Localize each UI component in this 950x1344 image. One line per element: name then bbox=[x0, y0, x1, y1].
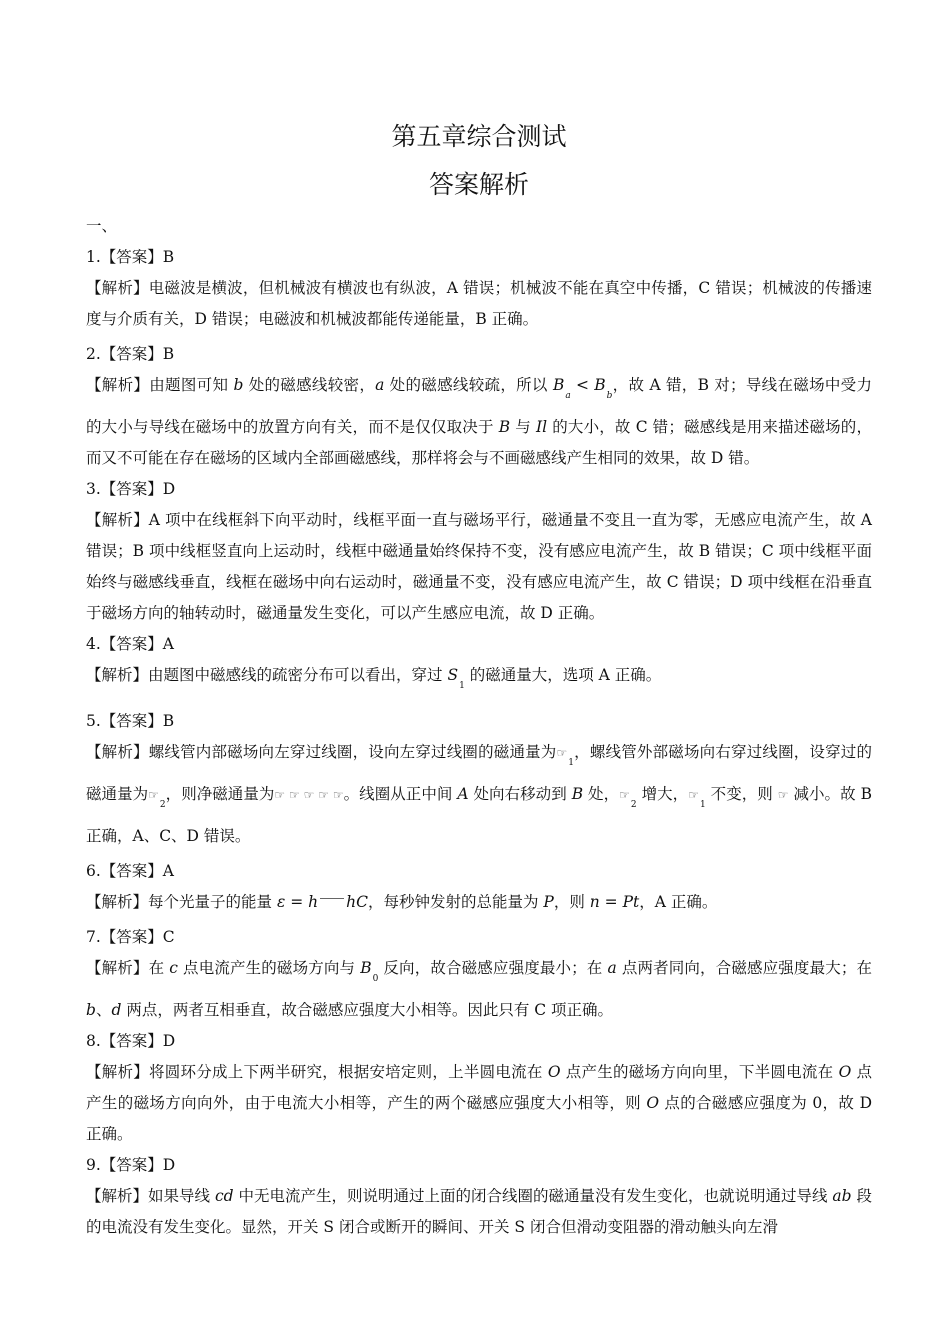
answer-9: 9.【答案】D bbox=[86, 1156, 176, 1174]
analysis-1: 【解析】电磁波是横波，但机械波有横波也有纵波，A 错误；机械波不能在真空中传播，C 错误；机械波的传播速度与介质有关，D 错误；电磁波和机械波都能传递能量，B 正确。 bbox=[86, 279, 872, 328]
phi-symbol: ☞ bbox=[556, 746, 568, 760]
section-heading: 一、 bbox=[86, 217, 118, 235]
answer-3: 3.【答案】D bbox=[86, 480, 176, 498]
analysis-2: 【解析】由题图可知 b 处的磁感线较密，a 处的磁感线较疏，所以 $B_a < B_b$，故 A 错，B 对；导线在磁场中受力的大小与导线在磁场中的放置方向有关，而不是仅仅取决于 B 与 Il 的大小，故 C 错；磁感线是用来描述磁场的，而又不可能在存在磁场的区域内全部画磁感线，那样将会与不画磁感线产生相同的效果，故 D 错。 bbox=[86, 376, 872, 467]
fraction-bar bbox=[320, 898, 344, 899]
analysis-5: 【解析】螺线管内部磁场向左穿过线圈，设向左穿过线圈的磁通量为$☞_1$，螺线管外部磁场向右穿过线圈，设穿过的磁通量为$☞_2$，则净磁通量为☞ ☞ ☞ ☞ ☞。线圈从正中间 A 处向右移动到 B 处，$☞_2$ 增大，$☞_1$ 不变，则 ☞ 减小。故 B 正确，A、C、D 错误。 bbox=[86, 743, 872, 845]
answer-4: 4.【答案】A bbox=[86, 635, 174, 653]
answer-8: 8.【答案】D bbox=[86, 1032, 176, 1050]
answer-2: 2.【答案】B bbox=[86, 345, 175, 363]
analysis-3: 【解析】A 项中在线框斜下向平动时，线框平面一直与磁场平行，磁通量不变且一直为零，无感应电流产生，故 A 错误；B 项中线框竖直向上运动时，线框中磁通量始终保持不变，没有感应电流产生，故 B 错误；C 项中线框平面始终与磁感线垂直，线框在磁场中向右运动时，磁通量不变，没有感应电流产生，故 C 错误；D 项中线框在沿垂直于磁场方向的轴转动时，磁通量发生变化，可以产生感应电流，故 D 正确。 bbox=[86, 511, 872, 622]
analysis-4: 【解析】由题图中磁感线的疏密分布可以看出，穿过 $S_1$ 的磁通量大，选项 A 正确。 bbox=[86, 666, 662, 691]
garbled-formula: ☞ ☞ ☞ ☞ ☞ bbox=[274, 788, 344, 802]
answer-6: 6.【答案】A bbox=[86, 862, 174, 880]
answer-1: 1.【答案】B bbox=[86, 248, 175, 266]
page-title: 第五章综合测试 bbox=[391, 122, 567, 151]
analysis-9: 【解析】如果导线 cd 中无电流产生，则说明通过上面的闭合线圈的磁通量没有发生变化，也就说明通过导线 ab 段的电流没有发生变化。显然，开关 S 闭合或断开的瞬间、开关 S 闭合但滑动变阻器的滑动触头向左滑 bbox=[86, 1187, 873, 1236]
answer-7: 7.【答案】C bbox=[86, 928, 175, 946]
answer-5: 5.【答案】B bbox=[86, 712, 175, 730]
analysis-8: 【解析】将圆环分成上下两半研究，根据安培定则，上半圆电流在 O 点产生的磁场方向向里，下半圆电流在 O 点产生的磁场方向向外，由于电流大小相等，产生的两个磁感应强度大小相等，则 O 点的合磁感应强度为 0，故 D 正确。 bbox=[86, 1063, 872, 1143]
page-subtitle: 答案解析 bbox=[428, 170, 529, 199]
analysis-7: 【解析】在 c 点电流产生的磁场方向与 $B_0$ 反向，故合磁感应强度最小；在 a 点两者同向，合磁感应强度最大；在 b、d 两点，两者互相垂直，故合磁感应强度大小相等。因此只有 C 项正确。 bbox=[86, 959, 872, 1019]
analysis-6: 【解析】每个光量子的能量 ε = h hC，每秒钟发射的总能量为 P，则 n = Pt，A 正确。 bbox=[86, 893, 718, 911]
